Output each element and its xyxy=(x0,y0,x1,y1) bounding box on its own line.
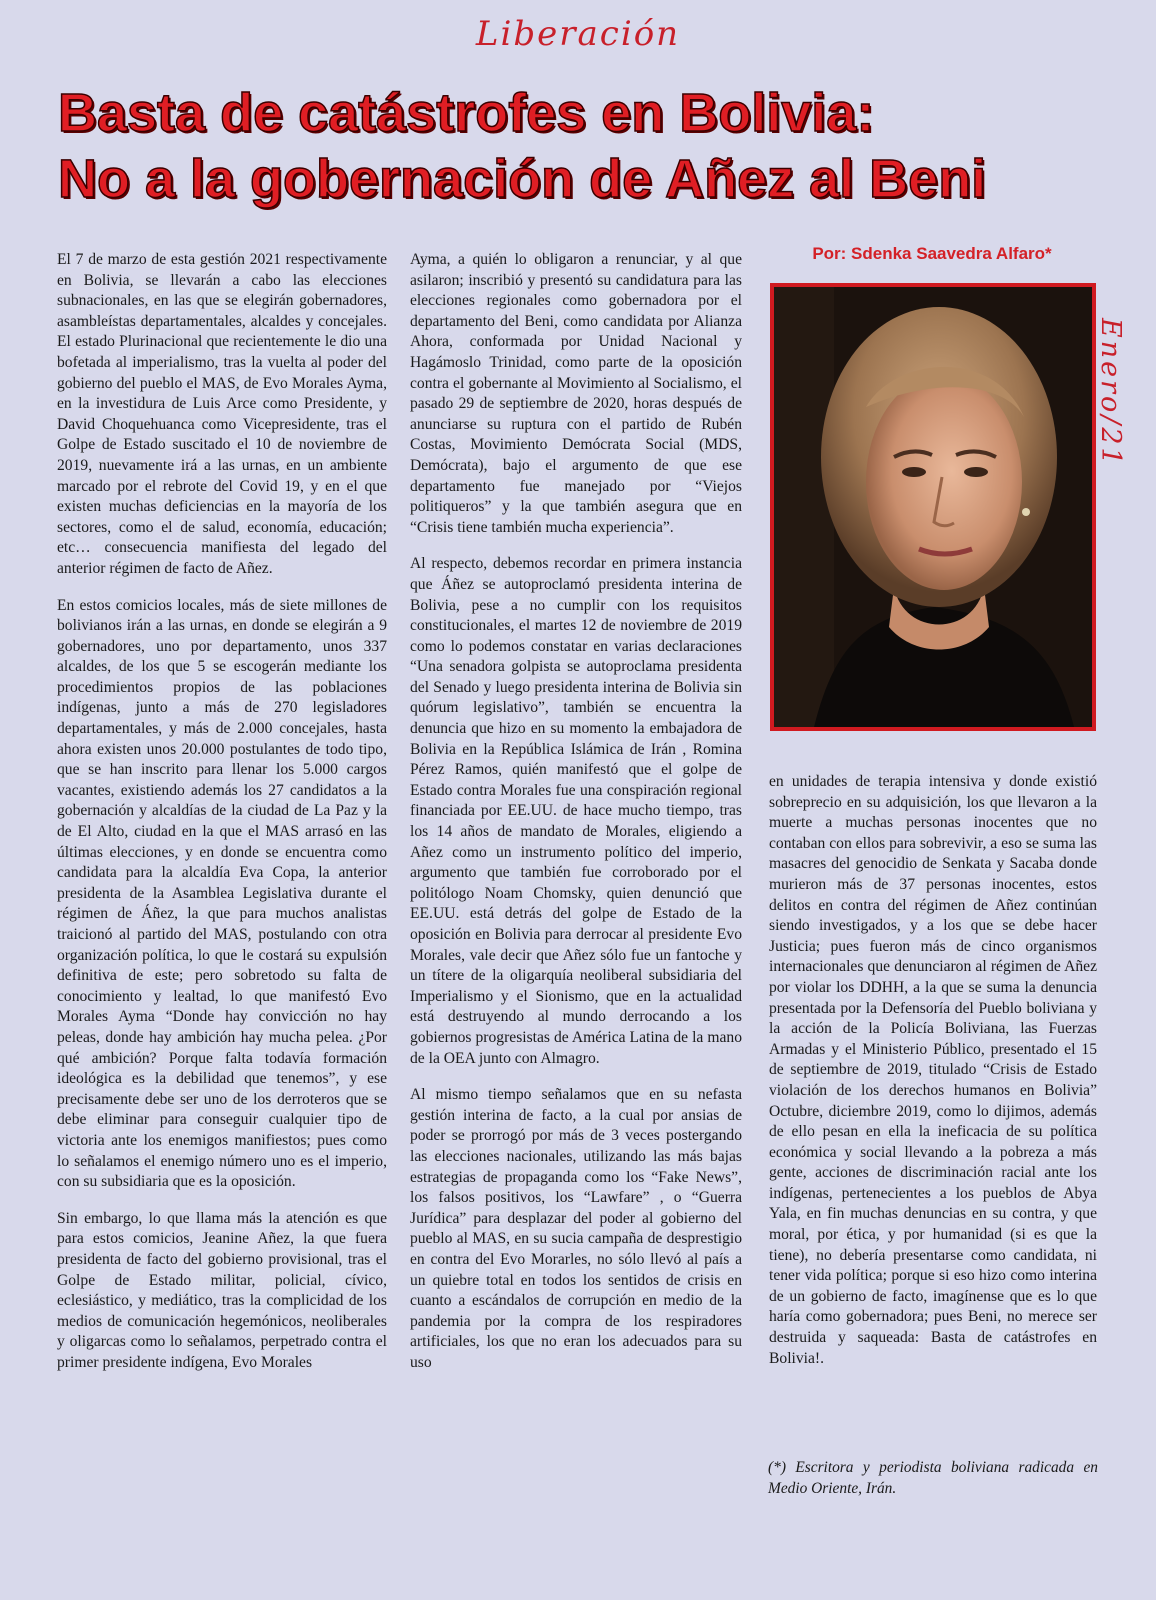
headline xyxy=(58,80,1118,212)
headline-line-1: Basta de catástrofes en Bolivia: xyxy=(58,83,875,143)
paragraph: en unidades de terapia intensiva y donde existió sobreprecio en su adquisición, los que llevaron a la muerte a muchas personas inocentes que no contaban con ellos para sobrevivir, a eso se suma las masacres del genocidio de Senkata y Sacaba donde murieron más de 37 personas inocentes, estos delitos en contra del régimen de Añez continúan siendo investigados, y a los que se debe hacer Justicia; pues fueron más de cinco organismos internacionales que denunciaron al régimen de Añez por violar los DDHH, a la que se suma la denuncia presentada por la Defensoría del Pueblo boliviana y la acción de la Policía Boliviana, las Fuerzas Armadas y el Ministerio Público, presentado el 15 de septiembre de 2019, titulado “Crisis de Estado violación de los derechos humanos en Bolivia” Octubre, diciembre 2019, como lo dijimos, además de ello pesan en ella la ineficacia de su política económica y social llevando a la pobreza a más gente, acciones de discriminación racial ante los indígenas, pertenecientes a los pueblos de Abya Yala, en fin muchas denuncias en su contra, y que moral, por ética, y por humanidad (si es que la tiene), no debería presentarse como candidata, ni tener vida política; porque si eso hizo como interina de un gobierno de facto, imagínense que es lo que haría como gobernadora; pues Beni, no merece ser destruida y saqueada: Basta de catástrofes en Bolivia!. xyxy=(769,773,1097,1367)
article-column-3 xyxy=(769,772,1097,1385)
portrait-photo xyxy=(770,283,1096,731)
article-column-2 xyxy=(410,250,742,1389)
paragraph: Al respecto, debemos recordar en primera instancia que Áñez se autoproclamó presidenta interina de Bolivia, pese a no cumplir con los requisitos constitucionales, el martes 12 de noviembre de 2019 como lo podemos constatar en varias declaraciones “Una senadora golpista se autoproclama presidenta del Senado y luego presidenta interina de Bolivia sin quórum legislativo”, también se encuentra la denuncia que hizo en su momento la embajadora de Bolivia en la República Islámica de Irán , Romina Pérez Ramos, quién manifestó que el golpe de Estado contra Morales fue una conspiración regional financiada por EE.UU. de hace mucho tiempo, tras los 14 años de mandato de Morales, eligiendo a Añez como un instrumento político del imperio, argumento que también fue corroborado por el politólogo Noam Chomsky, quien denunció que EE.UU. está detrás del golpe de Estado de la oposición en Bolivia para derrocar al presidente Evo Morales, vale decir que Añez sólo fue un fantoche y un títere de la oligarquía neoliberal subsidiaria del Imperialismo y el Sionismo, que en la actualidad está destruyendo al mundo derrocando a los gobiernos progresistas de América Latina de la mano de la OEA junto con Almagro. xyxy=(410,555,742,1067)
headline-line-2: No a la gobernación de Añez al Beni xyxy=(58,149,987,209)
author-footnote: (*) Escritora y periodista boliviana radicada en Medio Oriente, Irán. xyxy=(768,1459,1098,1497)
byline: Por: Sdenka Saavedra Alfaro* xyxy=(812,244,1052,263)
paragraph: Sin embargo, lo que llama más la atención es que para estos comicios, Jeanine Añez, la que fuera presidenta de facto del gobierno provisional, tras el Golpe de Estado militar, policial, cívico, eclesiástico, y mediático, tras la complicidad de los medios de comunicación hegemónicos, neoliberales y oligarcas como lo señalamos, perpetrado contra el primer presidente indígena, Evo Morales xyxy=(57,1209,387,1371)
portrait-illustration xyxy=(774,287,1092,727)
issue-date: Enero/21 xyxy=(1095,318,1126,468)
article-column-1 xyxy=(57,250,387,1389)
paragraph: En estos comicios locales, más de siete millones de bolivianos irán a las urnas, en donde se elegirán a 9 gobernadores, uno por departamento, unos 337 alcaldes, de los que 5 se escogerán mediante los procedimientos propios de las poblaciones indígenas, junto a más de 270 legisladores departamentales, y más de 2.000 concejales, hasta ahora existen unos 20.000 postulantes de todo tipo, que se han inscrito para llenar los 5.000 cargos vacantes, existiendo además los 27 candidatos a la gobernación y alcaldías de la ciudad de La Paz y la de El Alto, ciudad en la que el MAS arrasó en las últimas elecciones, y en donde se encuentra como candidata para la alcaldía Eva Copa, la anterior presidenta de la Asamblea Legislativa durante el régimen de Áñez, la que para muchos analistas traicionó al partido del MAS, postulando con otra organización política, lo que le costará su expulsión definitiva de este; pero sobretodo su falta de conocimiento y lealtad, lo que manifestó Evo Morales Ayma “Donde hay convicción no hay peleas, donde hay ambición hay mucha pelea. ¿Por qué ambición? Porque falta todavía formación ideológica es la debilidad que tenemos”, y ese precisamente debe ser uno de los derroteros que se debe eliminar para conseguir cualquier tipo de victoria ante los enemigos manifiestos; pues como lo señalamos el enemigo número uno es el imperio, con su subsidiaria que es la oposición. xyxy=(57,596,387,1191)
paragraph: Ayma, a quién lo obligaron a renunciar, y al que asilaron; inscribió y presentó su candidatura para las elecciones regionales como gobernadora por el departamento del Beni, como candidata por Alianza Ahora, conformada por Unidad Nacional y Hagámoslo Trinidad, como parte de la oposición contra el gobernante al Movimiento al Socialismo, el pasado 29 de septiembre de 2020, horas después de anunciarse su ruptura con el partido de Rubén Costas, Movimiento Demócrata Social (MDS, Demócrata), bajo el argumento de que ese departamento fue manejado por “Viejos politiqueros” y la que también asegura que en “Crisis tiene también mucha experiencia”. xyxy=(410,251,742,536)
paragraph: Al mismo tiempo señalamos que en su nefasta gestión interina de facto, a la cual por ansias de poder se prorrogó por más de 3 veces postergando las elecciones nacionales, utilizando las más bajas estrategias de propaganda como los “Fake News”, los falsos positivos, los “Lawfare” , o “Guerra Jurídica” para desplazar del poder al gobierno del pueblo al MAS, en su sucia campaña de desprestigio en contra del Evo Morarles, no sólo llevó al país a un quiebre total en todos los sentidos de crisis en cuanto a escándalos de corrupción en medio de la pandemia por la compra de los respiradores artificiales, los que no eran los adecuados para su uso xyxy=(410,1086,742,1371)
section-title: Liberación xyxy=(475,14,681,54)
paragraph: El 7 de marzo de esta gestión 2021 respectivamente en Bolivia, se llevarán a cabo las elecciones subnacionales, en las que se elegirán gobernadores, asambleístas departamentales, alcaldes y concejales. El estado Plurinacional que recientemente le dio una bofetada al imperialismo, tras la vuelta al poder del gobierno del pueblo el MAS, de Evo Morales Ayma, en la investidura de Luis Arce como Presidente, y David Choquehuanca como Vicepresidente, tras el Golpe de Estado suscitado el 10 de noviembre de 2019, nuevamente irá a las urnas, en un ambiente marcado por el rebrote del Covid 19, y en el que existen muchas deficiencias en la mayoría de los sectores, como el de salud, economía, educación; etc… consecuencia manifiesta del legado del anterior régimen de facto de Añez. xyxy=(57,251,387,577)
